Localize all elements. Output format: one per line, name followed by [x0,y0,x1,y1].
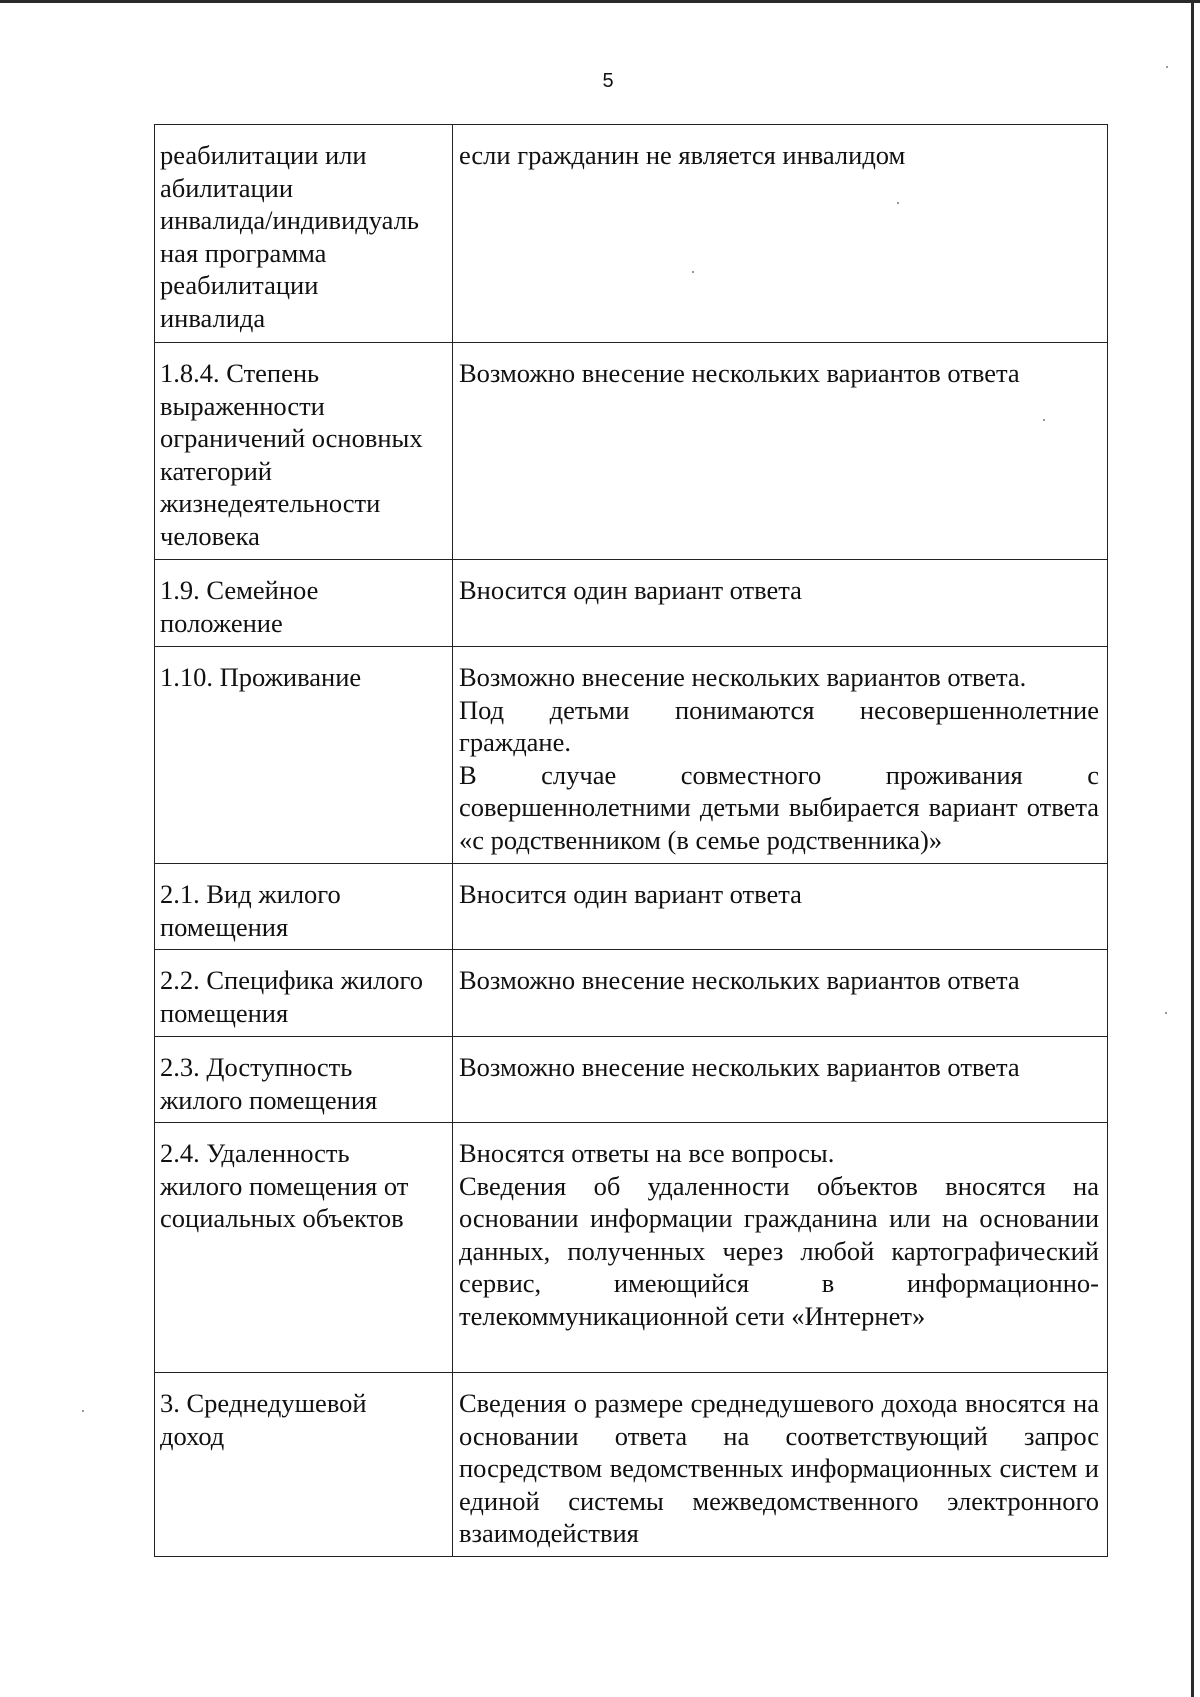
row-label-line: ная программа [160,237,327,268]
row-label-line: социальных объектов [160,1203,404,1233]
scan-speck [1165,1012,1167,1014]
row-description-cell [453,1037,1108,1123]
row-label-line: инвалида/индивидуаль [160,205,419,235]
row-label-cell [155,343,453,560]
row-label-line: жилого помещения от [160,1170,409,1201]
table-row [155,560,1108,647]
row-label-line: 2.2. Специфика жилого [160,965,423,995]
row-label-cell [155,125,453,343]
row-label-line: 1.9. Семейное [160,575,319,605]
row-label-line: положение [160,607,283,638]
row-label-line: 2.3. Доступность [160,1052,353,1082]
row-label-line: жизнедеятельности [160,488,381,518]
row-label-line: инвалида [160,302,266,333]
description-paragraph: Возможно внесение нескольких вариантов ответа [459,1052,1020,1082]
description-paragraph: Вносится один вариант ответа [459,575,802,605]
row-label-line: 1.8.4. Степень [160,358,320,388]
row-description-cell [453,343,1108,560]
table-row [155,1373,1108,1557]
page-edge-top [0,0,1200,3]
row-label-line: реабилитации или [160,140,367,170]
row-label-cell [155,647,453,864]
scan-speck [897,202,899,204]
row-label-line: помещения [160,997,289,1028]
scan-speck [692,271,694,273]
row-description-cell [453,125,1108,343]
row-label-line: категорий [160,455,272,486]
row-label-line: человека [160,520,260,551]
row-label-line: абилитации [160,172,294,203]
row-label-line: помещения [160,911,289,942]
requirements-table [154,124,1108,1557]
page-edge-right [1191,0,1194,1697]
scan-speck [1166,66,1168,68]
description-paragraph: если гражданин не является инвалидом [459,140,906,170]
row-label-cell [155,1123,453,1373]
row-description-cell [453,864,1108,950]
row-description-cell [453,647,1108,864]
description-paragraph: Возможно внесение нескольких вариантов ответа [459,965,1020,995]
table-row [155,647,1108,864]
table-row [155,950,1108,1037]
row-label-line: реабилитации [160,270,319,300]
row-label-line: жилого помещения [160,1084,378,1115]
row-label-line: 3. Среднедушевой [160,1388,367,1418]
description-paragraph: Возможно внесение нескольких вариантов ответа. [459,662,1027,692]
row-label-cell [155,864,453,950]
table-row [155,1037,1108,1123]
scan-speck [1043,419,1045,421]
row-label-cell [155,560,453,647]
row-label-cell [155,1373,453,1557]
row-label-cell [155,1037,453,1123]
page-number: 5 [602,70,614,92]
row-description-cell [453,1123,1108,1373]
table-row [155,1123,1108,1373]
description-paragraph: Возможно внесение нескольких вариантов ответа [459,358,1020,388]
row-label-cell [155,950,453,1037]
description-paragraph: Сведения о размере среднедушевого дохода вносятся на основании ответа на соответствующий запрос посредством ведомственных информационных систем и единой системы межведомственного электронного взаимодействия [459,1388,1099,1548]
scan-speck [82,1410,84,1412]
description-paragraph: Сведения об удаленности объектов вносятся на основании информации гражданина или на основании данных, полученных через любой картографический сервис, имеющийся в информационно-телекоммуникационной сети «Интернет» [459,1170,1099,1331]
row-label-line: доход [160,1420,225,1451]
row-description-cell [453,560,1108,647]
row-label-line: 2.4. Удаленность [160,1138,350,1168]
table-row [155,125,1108,343]
description-paragraph: Вносится один вариант ответа [459,879,802,909]
row-label-line: выраженности [160,390,325,421]
table-row [155,864,1108,950]
row-label-line: ограничений основных [160,423,423,453]
row-description-cell [453,950,1108,1037]
row-label-line: 1.10. Проживание [160,662,362,692]
description-paragraph: Под детьми понимаются несовершеннолетние граждане. [459,694,1099,757]
table-row [155,343,1108,560]
row-label-line: 2.1. Вид жилого [160,879,341,909]
description-paragraph: Вносятся ответы на все вопросы. [459,1138,835,1168]
row-description-cell [453,1373,1108,1557]
description-paragraph: В случае совместного проживания с совершеннолетними детьми выбирается вариант ответа «с родственником (в семье родственника)» [459,759,1099,855]
